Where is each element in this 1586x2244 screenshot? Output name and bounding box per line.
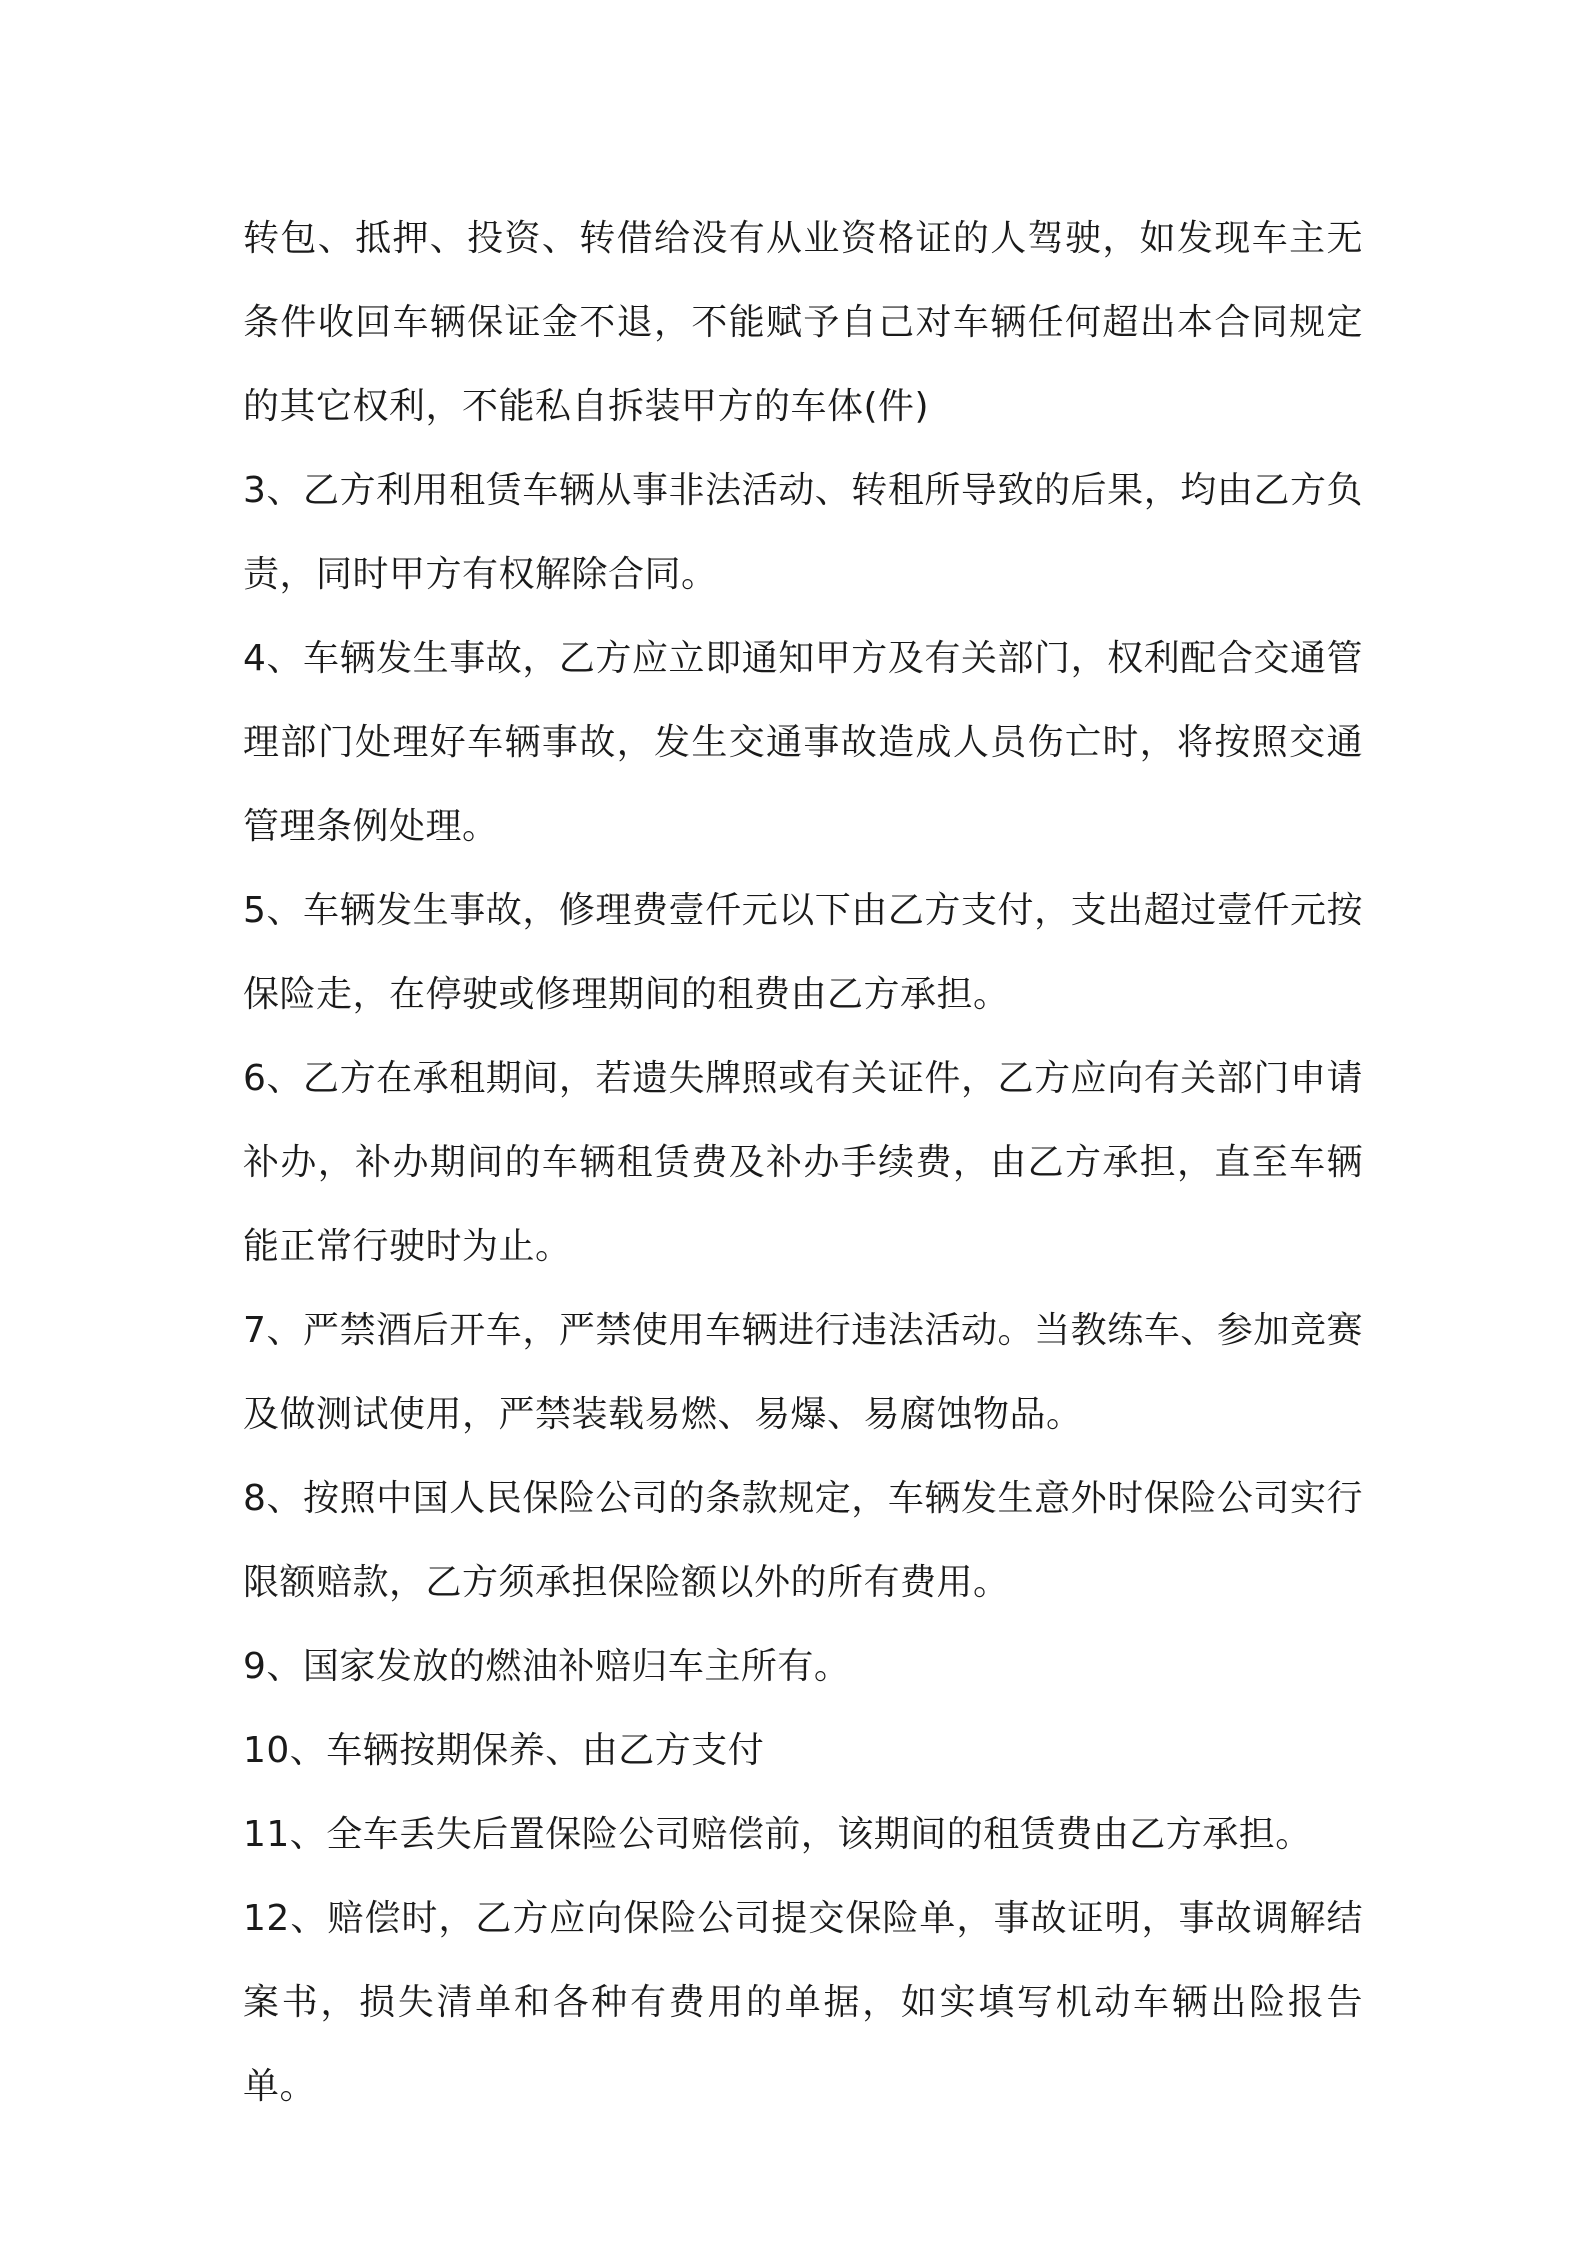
paragraph-continuation: 转包、抵押、投资、转借给没有从业资格证的人驾驶，如发现车主无条件收回车辆保证金不退，不能赋予自己对车辆任何超出本合同规定的其它权利，不能私自拆装甲方的车体(件) (243, 218, 1363, 427)
clause-7: 7、严禁酒后开车，严禁使用车辆进行违法活动。当教练车、参加竞赛及做测试使用，严禁装载易燃、易爆、易腐蚀物品。 (243, 1310, 1363, 1435)
clause-3: 3、乙方利用租赁车辆从事非法活动、转租所导致的后果，均由乙方负责，同时甲方有权解除合同。 (243, 470, 1363, 595)
clause-8: 8、按照中国人民保险公司的条款规定，车辆发生意外时保险公司实行限额赔款，乙方须承担保险额以外的所有费用。 (243, 1478, 1363, 1603)
clause-10: 10、车辆按期保养、由乙方支付 (243, 1730, 765, 1771)
clause-4: 4、车辆发生事故，乙方应立即通知甲方及有关部门，权利配合交通管理部门处理好车辆事故，发生交通事故造成人员伤亡时，将按照交通管理条例处理。 (243, 638, 1363, 847)
clause-11: 11、全车丢失后置保险公司赔偿前，该期间的租赁费由乙方承担。 (243, 1814, 1312, 1855)
clause-9: 9、国家发放的燃油补赔归车主所有。 (243, 1646, 851, 1687)
clause-6: 6、乙方在承租期间，若遗失牌照或有关证件，乙方应向有关部门申请补办，补办期间的车辆租赁费及补办手续费，由乙方承担，直至车辆能正常行驶时为止。 (243, 1058, 1363, 1267)
clause-12: 12、赔偿时，乙方应向保险公司提交保险单，事故证明，事故调解结案书，损失清单和各种有费用的单据，如实填写机动车辆出险报告单。 (243, 1898, 1363, 2107)
document-body (243, 197, 1363, 2129)
clause-5: 5、车辆发生事故，修理费壹仟元以下由乙方支付，支出超过壹仟元按保险走，在停驶或修理期间的租费由乙方承担。 (243, 890, 1363, 1015)
